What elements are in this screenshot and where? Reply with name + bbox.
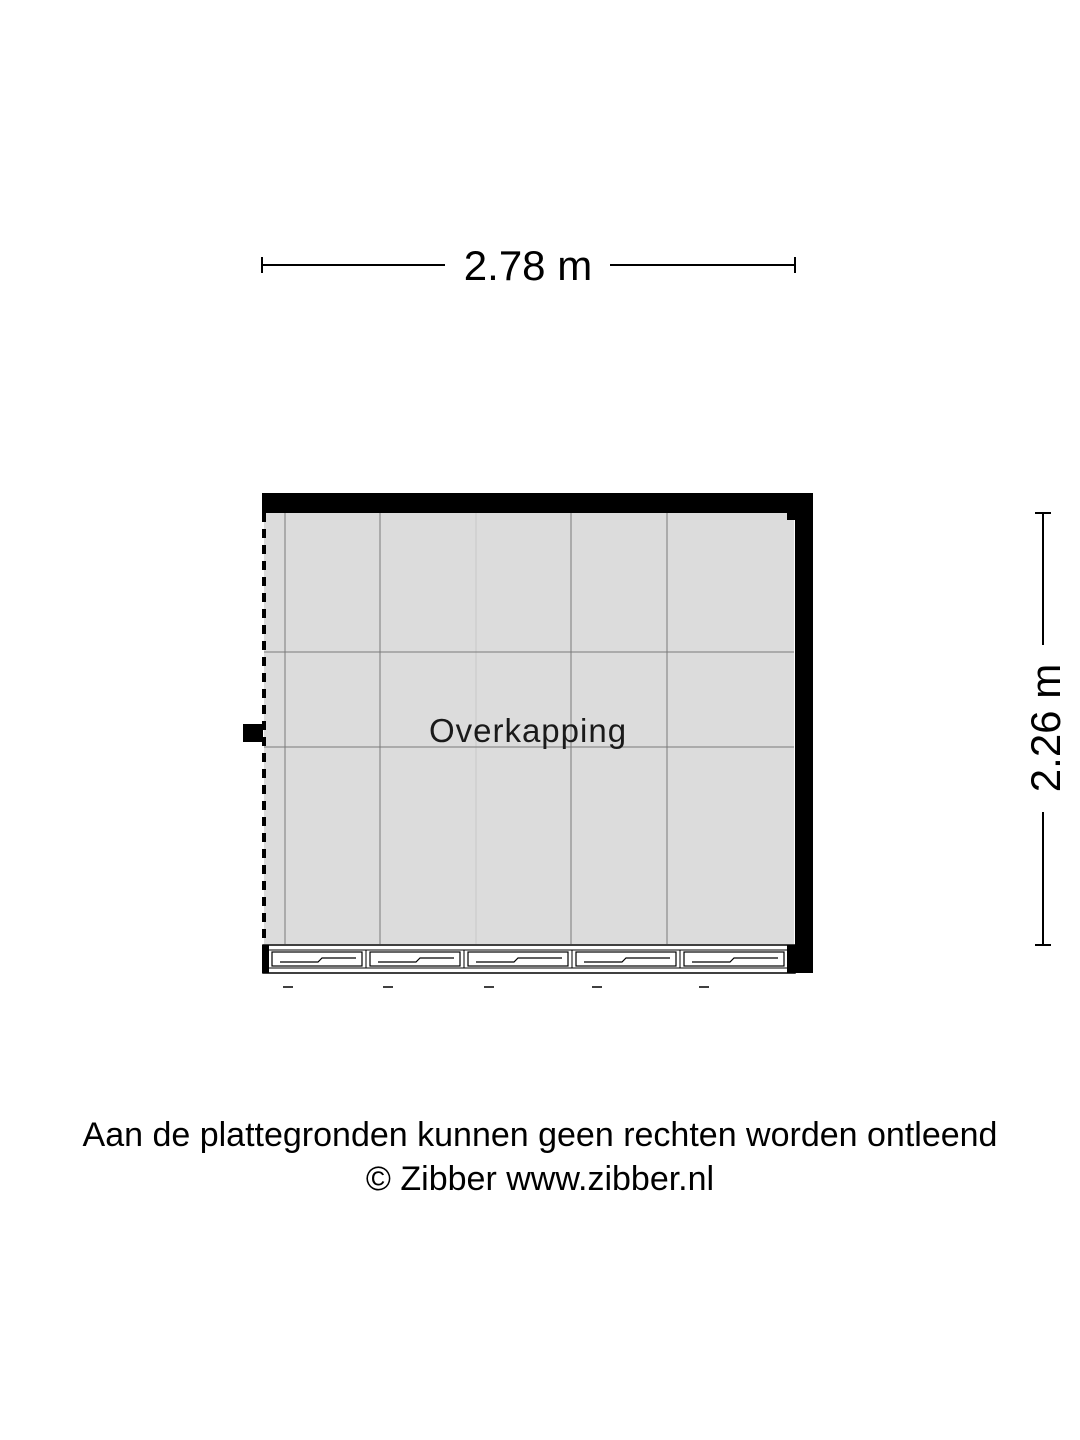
wall-top (262, 493, 813, 513)
depth-dimension (1022, 513, 1069, 945)
sliding-wall-left-post (262, 945, 269, 973)
width-dimension-label: 2.78 m (463, 242, 593, 289)
footer-copyright: © Zibber www.zibber.nl (365, 1160, 715, 1198)
depth-dimension-label: 2.26 m (1022, 663, 1069, 793)
sliding-wall-right-post (787, 945, 813, 973)
width-dimension (262, 242, 795, 289)
support-post (243, 724, 263, 742)
sliding-wall-frame (262, 945, 813, 973)
room-label: Overkapping (428, 712, 628, 749)
wall-right-notch (787, 513, 796, 520)
footer-disclaimer: Aan de plattegronden kunnen geen rechten worden ontleend (82, 1116, 998, 1154)
room-overkapping (243, 493, 813, 987)
sliding-wall-outline (263, 945, 795, 973)
wall-right (795, 493, 813, 973)
